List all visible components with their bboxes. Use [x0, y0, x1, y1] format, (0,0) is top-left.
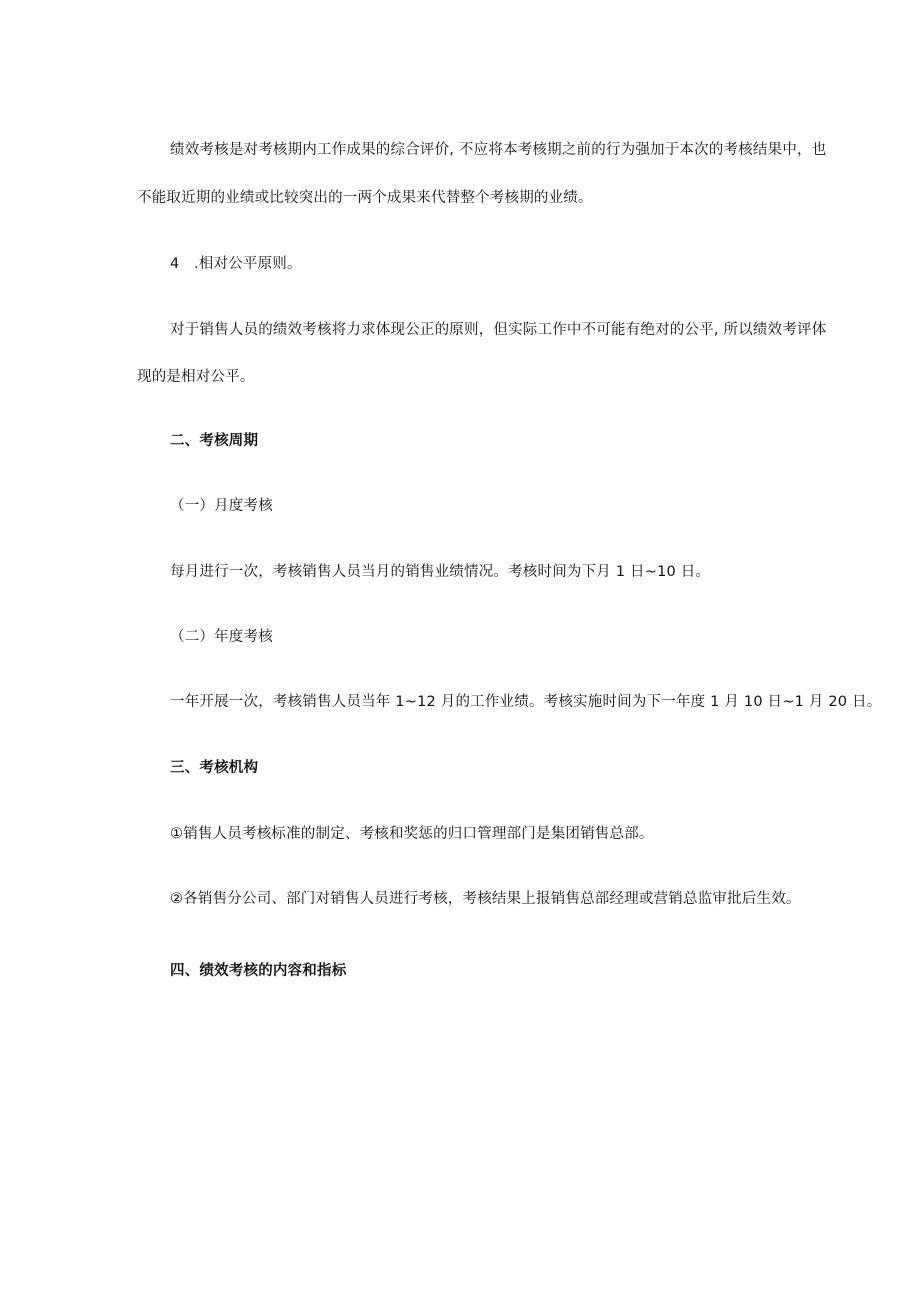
- principle-heading: .相对公平原则。: [194, 256, 302, 272]
- monthly-description: 每月进行一次，考核销售人员当月的销售业绩情况。考核时间为下月 1 日~10 日。: [170, 564, 711, 580]
- paragraph-fairness-line-1: 对于销售人员的绩效考核将力求体现公正的原则，但实际工作中不可能有绝对的公平, 所以绩效考评体: [170, 322, 827, 338]
- paragraph-fairness-line-2: 现的是相对公平。: [137, 369, 255, 385]
- organization-item-1: ①销售人员考核标准的制定、考核和奖惩的归口管理部门是集团销售总部。: [170, 826, 654, 842]
- section-heading-content: 四、绩效考核的内容和指标: [170, 963, 347, 979]
- subheading-monthly: （一）月度考核: [170, 498, 273, 514]
- section-heading-organization: 三、考核机构: [170, 760, 259, 776]
- section-heading-cycle: 二、考核周期: [170, 433, 259, 449]
- principle-number: 4: [170, 256, 180, 272]
- annual-description: 一年开展一次，考核销售人员当年 1~12 月的工作业绩。考核实施时间为下一年度 1 月 10 日~1 月 20 日。: [170, 694, 882, 710]
- organization-item-2: ②各销售分公司、部门对销售人员进行考核，考核结果上报销售总部经理或营销总监审批后生效。: [170, 891, 801, 907]
- paragraph-performance-line-2: 不能取近期的业绩或比较突出的一两个成果来代替整个考核期的业绩。: [137, 190, 593, 206]
- subheading-annual: （二）年度考核: [170, 629, 273, 645]
- paragraph-performance-line-1: 绩效考核是对考核期内工作成果的综合评价, 不应将本考核期之前的行为强加于本次的考核结果中，也: [170, 142, 827, 158]
